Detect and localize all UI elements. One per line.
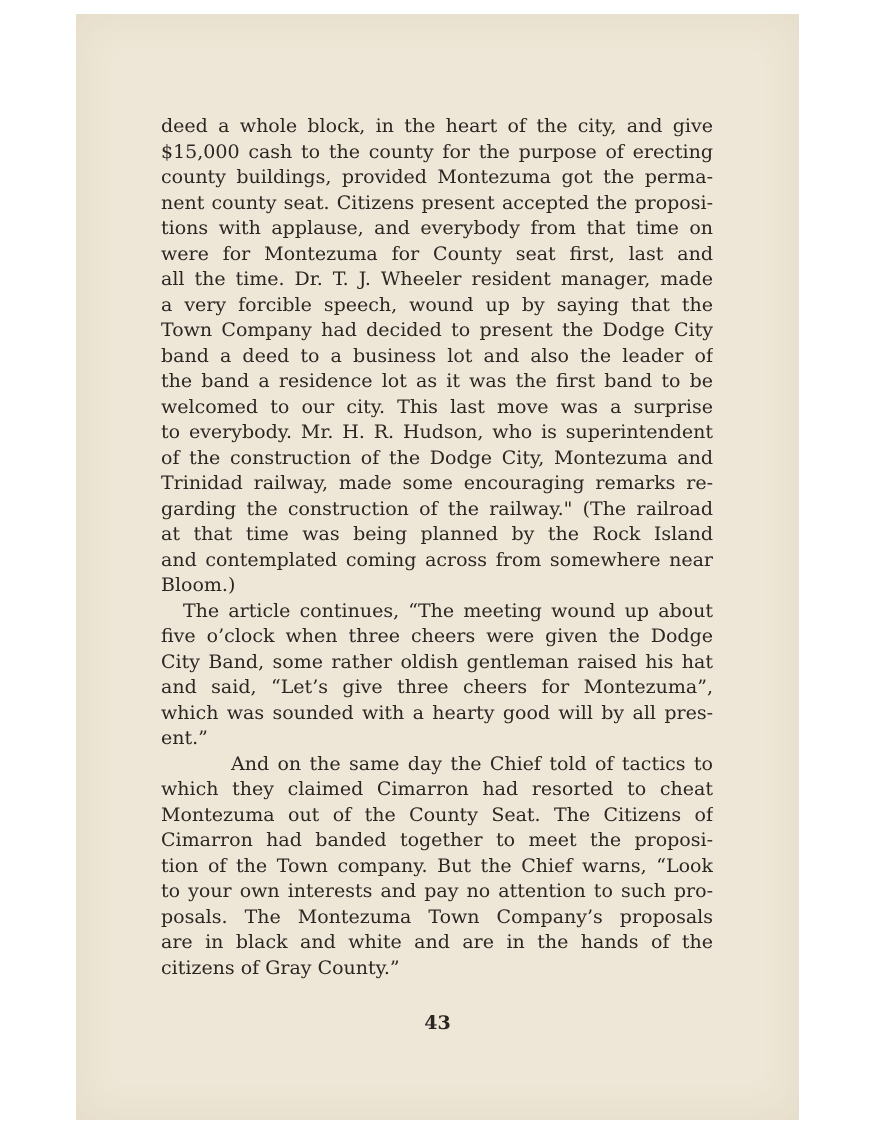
text-line: to everybody. Mr. H. R. Hudson, who is superintendent	[161, 421, 713, 443]
text-line: which they claimed Cimarron had resorted to cheat	[161, 778, 713, 800]
text-line: tion of the Town company. But the Chief warns, “Look	[161, 854, 713, 877]
page-number: 43	[424, 1012, 451, 1034]
text-line: ent.”	[161, 727, 208, 749]
text-line: the band a residence lot as it was the first band to be	[161, 370, 713, 392]
text-line: Bloom.)	[161, 574, 236, 596]
text-line: deed a whole block, in the heart of the city, and give	[161, 115, 713, 137]
text-line: are in black and white and are in the hands of the	[161, 931, 713, 953]
text-line: welcomed to our city. This last move was a surprise	[161, 395, 713, 418]
text-line: tions with applause, and everybody from that time on	[161, 217, 713, 239]
text-line: posals. The Montezuma Town Company’s proposals	[161, 905, 713, 928]
text-line: were for Montezuma for County seat first, last and	[161, 242, 713, 265]
text-line: $15,000 cash to the county for the purpose of erecting	[161, 140, 713, 163]
text-line: to your own interests and pay no attention to such pro-	[161, 880, 713, 902]
body-text	[161, 114, 713, 981]
text-line: City Band, some rather oldish gentleman raised his hat	[161, 650, 713, 673]
text-line: of the construction of the Dodge City, Montezuma and	[161, 446, 713, 469]
text-line: And on the same day the Chief told of tactics to	[231, 752, 713, 775]
text-line: nent county seat. Citizens present accepted the proposi-	[161, 191, 713, 214]
text-line: county buildings, provided Montezuma got the perma-	[161, 166, 713, 188]
text-line: garding the construction of the railway." (The railroad	[161, 497, 713, 520]
text-line: Montezuma out of the County Seat. The Citizens of	[161, 803, 713, 826]
text-line: Cimarron had banded together to meet the proposi-	[161, 829, 713, 851]
text-line: Trinidad railway, made some encouraging remarks re-	[161, 472, 713, 494]
text-line: and said, “Let’s give three cheers for Montezuma”,	[161, 676, 713, 698]
text-line: Town Company had decided to present the Dodge City	[161, 319, 713, 341]
text-line: band a deed to a business lot and also the leader of	[161, 344, 713, 367]
text-line: which was sounded with a hearty good will by all pres-	[161, 701, 713, 724]
text-line: The article continues, “The meeting wound up about	[183, 599, 713, 622]
text-line: at that time was being planned by the Rock Island	[161, 523, 713, 545]
text-line: citizens of Gray County.”	[161, 956, 400, 979]
text-line: a very forcible speech, wound up by saying that the	[161, 293, 713, 316]
text-line: five o’clock when three cheers were given the Dodge	[161, 625, 713, 647]
text-line: all the time. Dr. T. J. Wheeler resident manager, made	[161, 268, 713, 290]
text-line: and contemplated coming across from somewhere near	[161, 548, 713, 571]
book-page	[76, 14, 799, 1120]
